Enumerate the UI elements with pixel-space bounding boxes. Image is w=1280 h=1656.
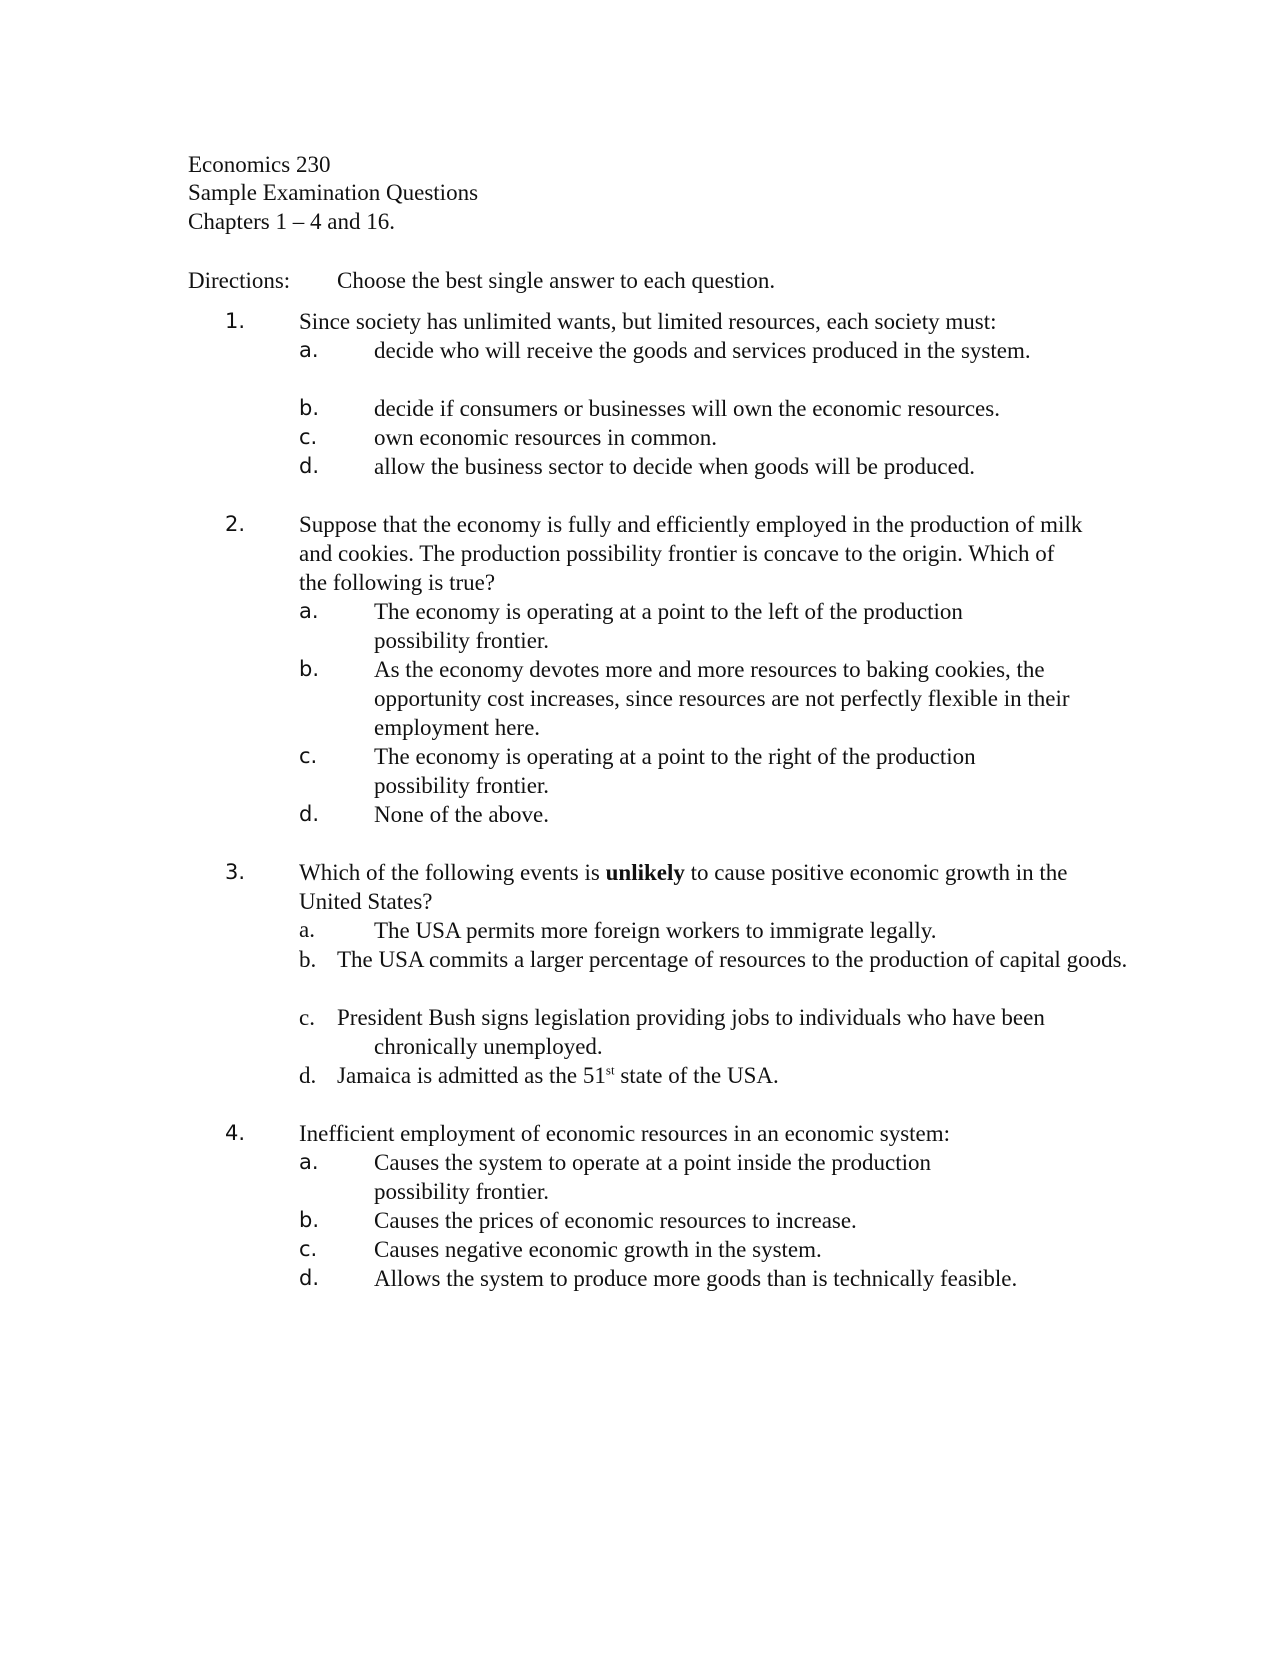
option-d	[299, 1061, 1154, 1090]
option-letter: b.	[299, 396, 320, 420]
question-stem: Inefficient employment of economic resources in an economic system:	[299, 1121, 951, 1146]
question-number: 3.	[225, 860, 246, 884]
option-letter: d.	[299, 1266, 320, 1290]
option-text: As the economy devotes more and more resources to baking cookies, the opportunity cost increases, since resources are not perfectly flexible in their employment here.	[374, 657, 1070, 740]
document-subtitle: Sample Examination Questions	[188, 180, 479, 205]
directions-label: Directions:	[188, 268, 291, 293]
question-number: 1.	[225, 309, 246, 333]
option-letter: a.	[299, 1150, 319, 1174]
option-text: Causes the prices of economic resources to increase.	[374, 1208, 857, 1233]
option-letter: c.	[299, 425, 318, 449]
question-stem: Since society has unlimited wants, but limited resources, each society must:	[299, 309, 997, 334]
option-letter: a.	[299, 338, 319, 362]
option-text: President Bush signs legislation providing jobs to individuals who have been chronically unemployed.	[337, 1005, 1045, 1059]
option-text: decide if consumers or businesses will own the economic resources.	[374, 396, 1000, 421]
option-letter: d.	[299, 802, 320, 826]
emphasis-unlikely: unlikely	[605, 860, 685, 885]
option-text: The economy is operating at a point to the right of the production possibility frontier.	[374, 744, 976, 798]
option-letter: c.	[299, 744, 318, 768]
option-letter: d.	[299, 454, 320, 478]
option-text: Causes negative economic growth in the system.	[374, 1237, 822, 1262]
option-text: The economy is operating at a point to the left of the production possibility frontier.	[374, 599, 963, 653]
option-b	[299, 945, 1139, 974]
option-letter: a.	[299, 917, 315, 942]
question-stem: Which of the following events is unlikely to cause positive economic growth in the United States?	[299, 860, 1068, 914]
directions-text: Choose the best single answer to each question.	[337, 268, 776, 293]
option-letter: d.	[299, 1063, 317, 1088]
option-text: None of the above.	[374, 802, 549, 827]
question-stem: Suppose that the economy is fully and efficiently employed in the production of milk and cookies. The production possibility frontier is concave to the origin. Which of the following is true?	[299, 512, 1083, 595]
option-text: The USA permits more foreign workers to immigrate legally.	[374, 918, 937, 943]
option-text: Allows the system to produce more goods than is technically feasible.	[374, 1266, 1018, 1291]
question-number: 2.	[225, 512, 246, 536]
option-letter: b.	[299, 657, 320, 681]
option-letter: b.	[299, 947, 317, 972]
option-letter: c.	[299, 1005, 315, 1030]
question-number: 4.	[225, 1121, 246, 1145]
option-letter: a.	[299, 599, 319, 623]
option-text: decide who will receive the goods and services produced in the system.	[374, 338, 1031, 363]
option-text: The USA commits a larger percentage of resources to the production of capital goods.	[337, 947, 1128, 972]
option-letter: c.	[299, 1237, 318, 1261]
option-c	[299, 1003, 1139, 1061]
option-text: Causes the system to operate at a point inside the production possibility frontier.	[374, 1150, 931, 1204]
chapters-line: Chapters 1 – 4 and 16.	[188, 209, 395, 234]
option-text: own economic resources in common.	[374, 425, 717, 450]
course-title: Economics 230	[188, 152, 331, 177]
option-text: allow the business sector to decide when goods will be produced.	[374, 454, 976, 479]
option-letter: b.	[299, 1208, 320, 1232]
option-text: Jamaica is admitted as the 51st state of the USA.	[337, 1062, 779, 1088]
